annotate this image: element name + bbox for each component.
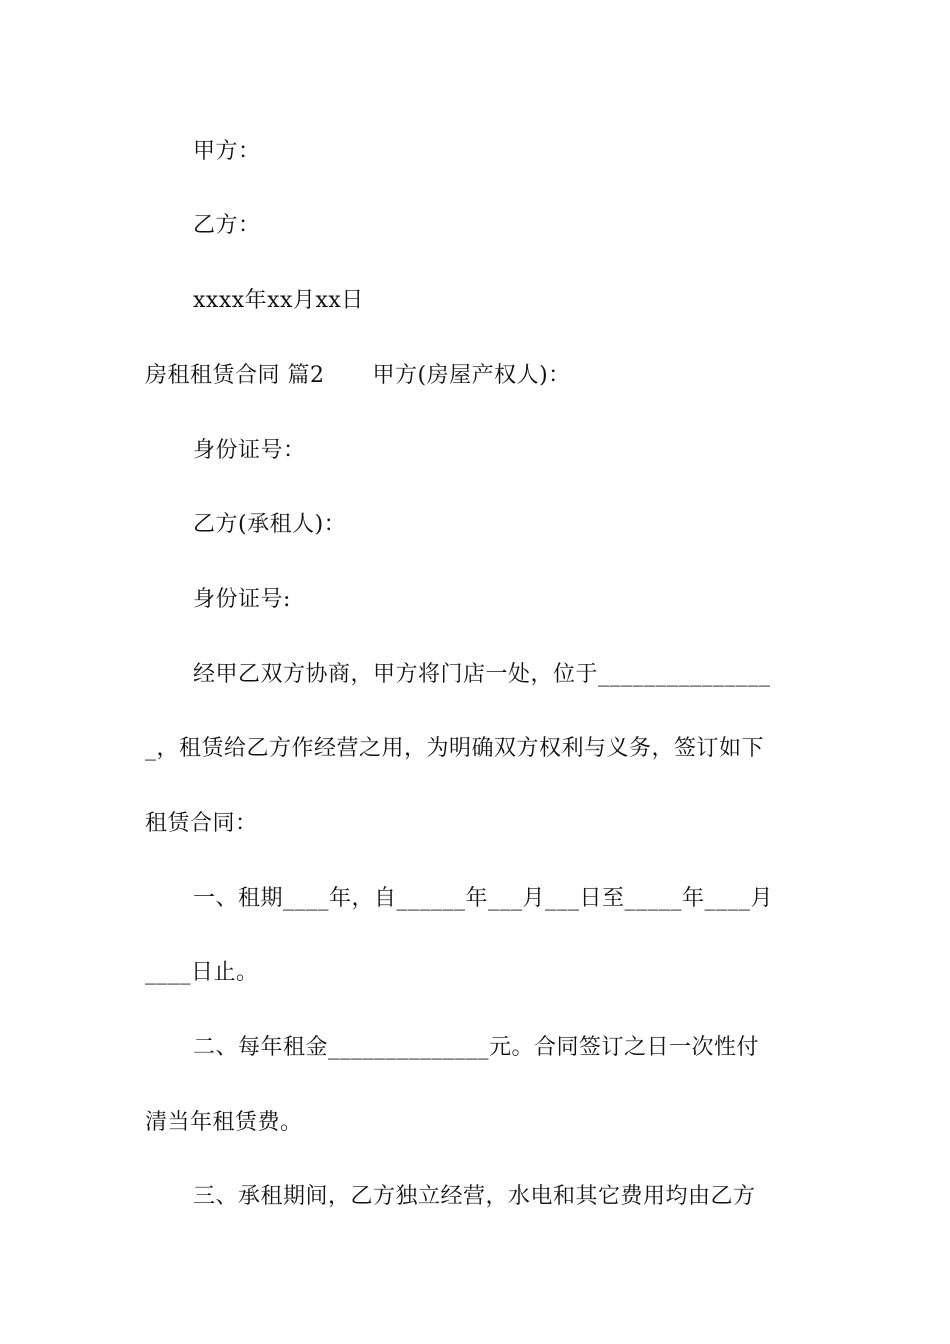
contract-title: 房租租赁合同 篇2 [145, 363, 325, 388]
tenant-label-line: 乙方(承租人)： [193, 512, 347, 537]
section-heading-row [145, 361, 810, 391]
agreement-paragraph-line-3: 租赁合同： [145, 811, 258, 836]
party-a-line: 甲方： [193, 139, 261, 164]
clause-3-line-1: 三、承租期间，乙方独立经营，水电和其它费用均由乙方 [193, 1184, 756, 1209]
agreement-paragraph-line-2: _，租赁给乙方作经营之用，为明确双方权利与义务，签订如下 [145, 736, 765, 761]
party-b-line: 乙方： [193, 213, 261, 238]
tenant-id-line: 身份证号: [193, 587, 291, 612]
clause-1-line-2: ____日止。 [145, 960, 259, 985]
clause-1-line-1: 一、租期____年，自______年___月___日至_____年____月 [193, 886, 774, 911]
clause-2-line-2: 清当年租赁费。 [145, 1110, 303, 1135]
agreement-paragraph-line-1: 经甲乙双方协商，甲方将门店一处，位于_______________ [193, 662, 771, 687]
landlord-id-line: 身份证号： [193, 438, 306, 463]
date-line: xxxx年xx月xx日 [193, 288, 364, 313]
clause-2-line-1: 二、每年租金______________元。合同签订之日一次性付 [193, 1035, 760, 1060]
landlord-label: 甲方(房屋产权人)： [372, 363, 571, 388]
